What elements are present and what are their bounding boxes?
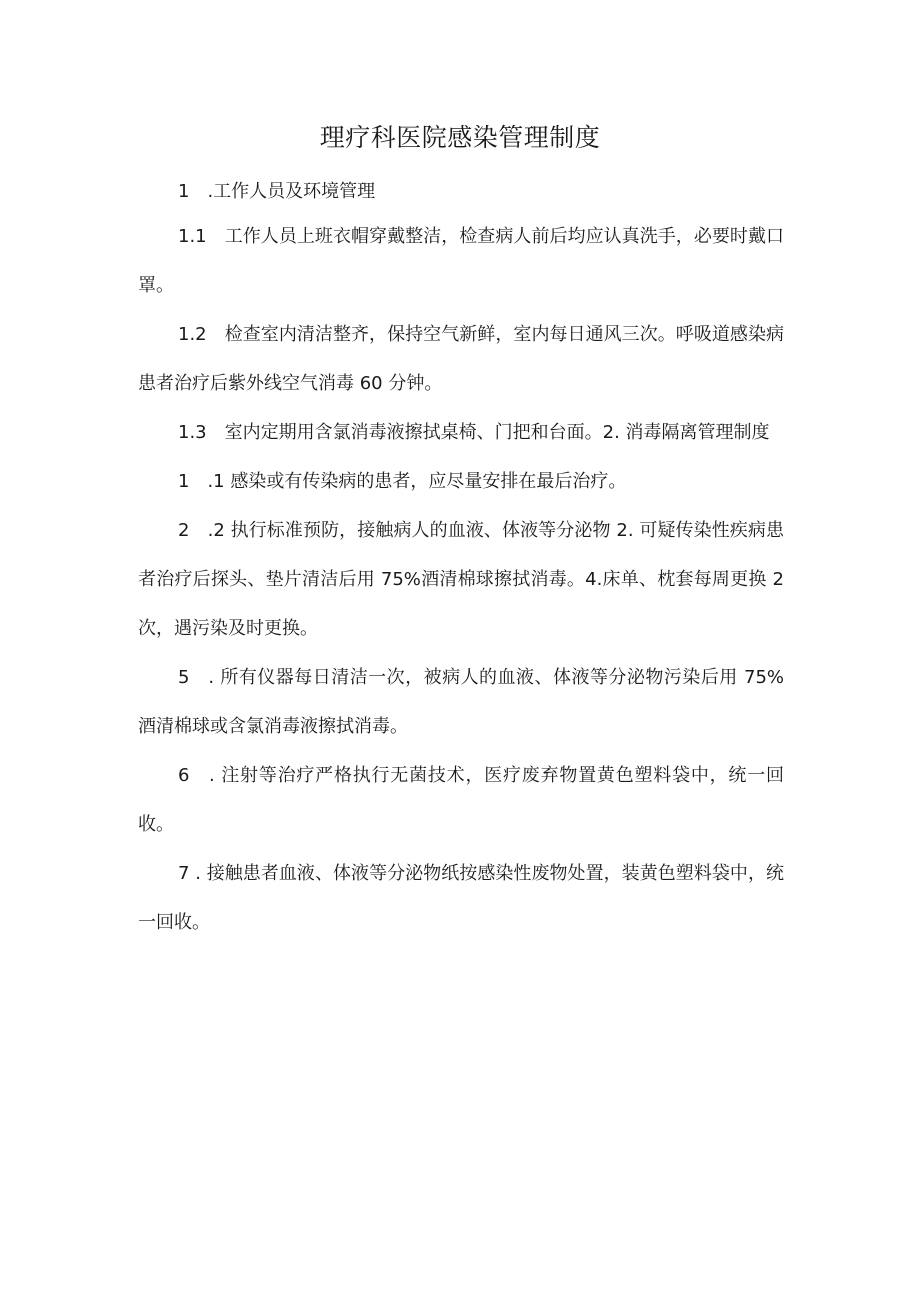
paragraph-7: 7 . 接触患者血液、体液等分泌物纸按感染性废物处置，装黄色塑料袋中，统一回收。	[138, 863, 784, 933]
document-body	[138, 172, 784, 947]
paragraph-6: 6 . 注射等治疗严格执行无菌技术，医疗废弃物置黄色塑料袋中，统一回收。	[138, 765, 784, 835]
paragraph-2-1: 1 .1 感染或有传染病的患者，应尽量安排在最后治疗。	[178, 471, 627, 492]
document-title: 理疗科医院感染管理制度	[319, 123, 601, 152]
paragraph-1-1: 1.1 工作人员上班衣帽穿戴整洁，检查病人前后均应认真洗手，必要时戴口罩。	[138, 226, 784, 296]
paragraph-1-2: 1.2 检查室内清洁整齐，保持空气新鲜，室内每日通风三次。呼吸道感染病患者治疗后紫外线空气消毒 60 分钟。	[138, 324, 784, 394]
paragraph-1-3: 1.3 室内定期用含氯消毒液擦拭桌椅、门把和台面。2. 消毒隔离管理制度	[178, 422, 770, 443]
paragraph-2-2: 2 .2 执行标准预防，接触病人的血液、体液等分泌物 2. 可疑传染性疾病患者治疗后探头、垫片清洁后用 75%酒清棉球擦拭消毒。4.床单、枕套每周更换 2 次，遇污染及时更换。	[138, 520, 784, 639]
paragraph-5: 5 . 所有仪器每日清洁一次，被病人的血液、体液等分泌物污染后用 75%酒清棉球或含氯消毒液擦拭消毒。	[138, 667, 784, 737]
section-heading-1: 1 .工作人员及环境管理	[178, 181, 376, 202]
